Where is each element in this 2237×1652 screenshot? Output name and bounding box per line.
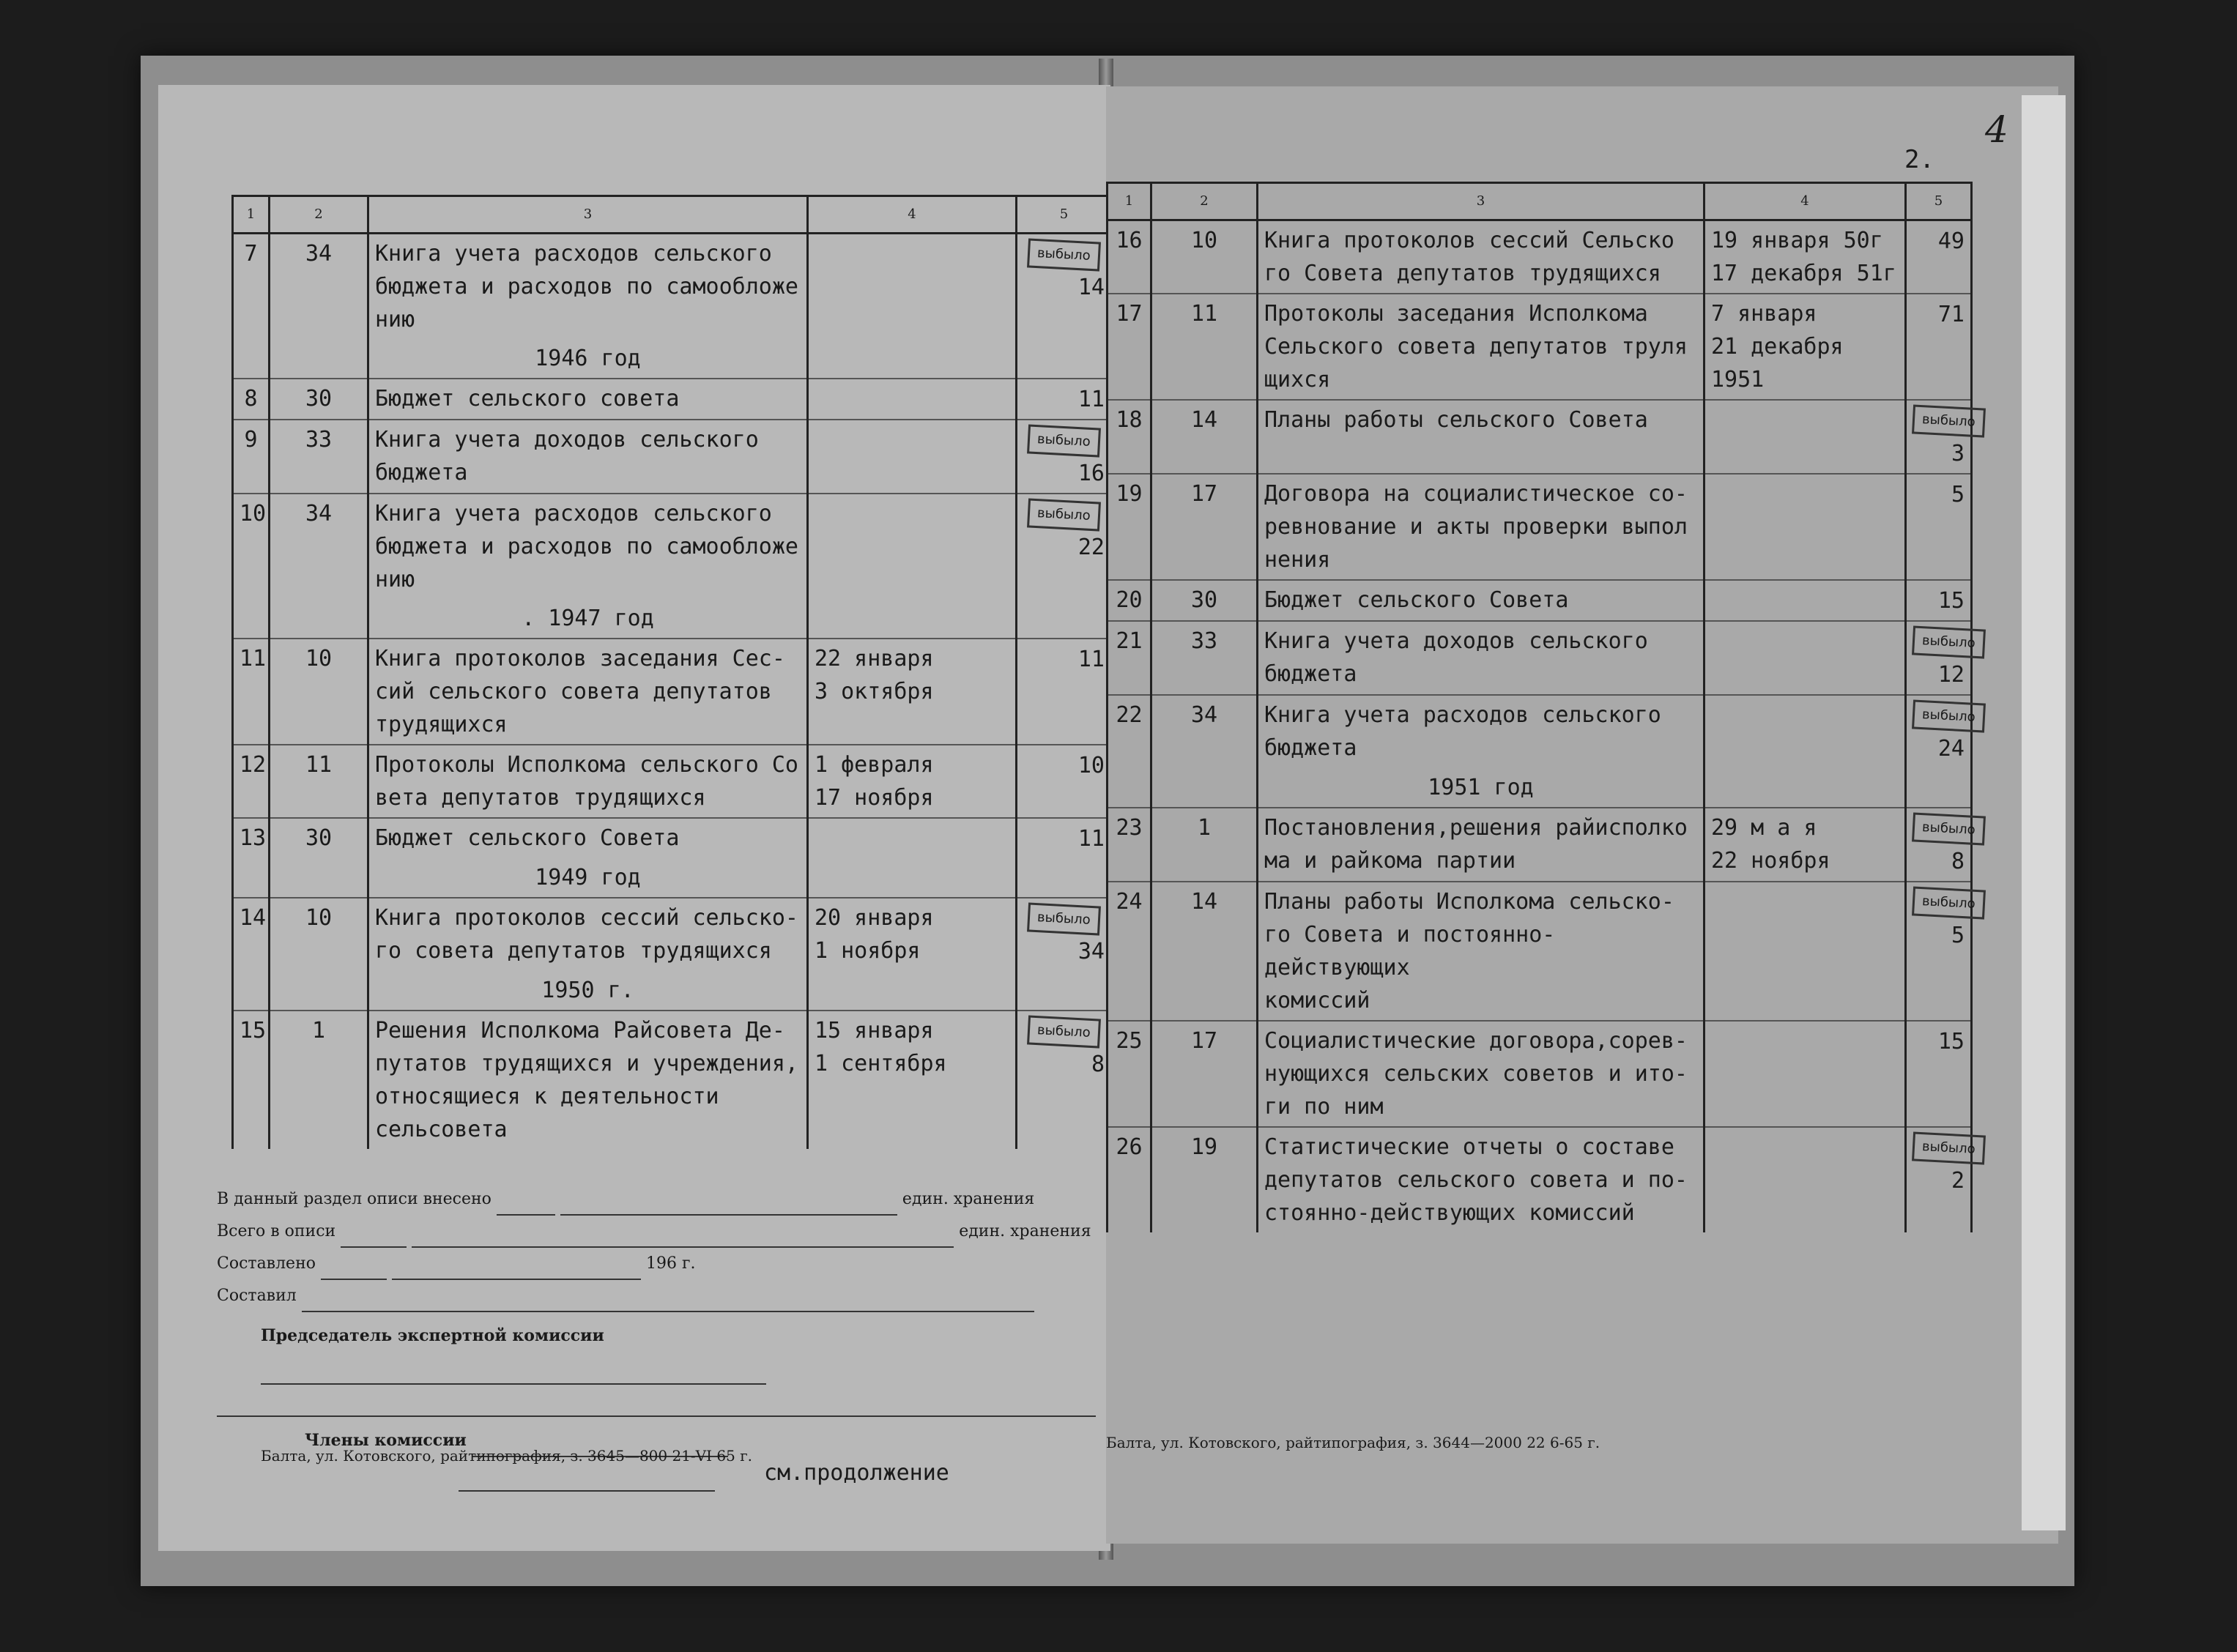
withdrawn-stamp: выбыло [1912,699,1986,732]
footer-label: В данный раздел описи внесено [217,1190,491,1208]
right-page [1106,86,2058,1544]
inventory-row [1108,220,1972,294]
empty-cell [1017,339,1111,379]
item-title: Книга учета доходов сельского бюджета [368,420,808,494]
empty-cell [270,971,368,1011]
item-dates [1704,882,1906,1021]
item-dates: 15 января 1 сентября [808,1011,1017,1149]
year-heading: 1950 г. [368,971,808,1011]
withdrawn-stamp: выбыло [1912,625,1986,658]
inventory-row [233,639,1111,745]
footer-label: Составлено [217,1254,316,1273]
inventory-row [1108,580,1972,621]
year-heading-row [233,339,1111,379]
sheet-count-cell [1906,474,1972,580]
item-dates [1704,695,1906,768]
withdrawn-stamp: выбыло [1912,886,1986,919]
sheet-count-cell [1017,494,1111,599]
item-dates: 22 января 3 октября [808,639,1017,745]
fund-number: 14 [1151,882,1258,1021]
col-header: 2 [270,196,368,234]
item-dates [1704,1127,1906,1232]
sheet-count-cell [1017,639,1111,745]
item-dates [1704,400,1906,474]
sheet-count: 71 [1937,302,1965,327]
footer-label: Всего в описи [217,1222,336,1240]
empty-cell [1108,768,1151,808]
sheet-count: 49 [1937,228,1965,254]
col-header: 3 [1258,183,1704,220]
handwritten-folio: 4 [1985,108,2008,151]
sheet-count: 8 [1091,1052,1105,1077]
empty-cell [808,339,1017,379]
fund-number: 11 [1151,294,1258,400]
item-title: Книга протоколов заседания Сес- сий сельского совета депутатов трудящихся [368,639,808,745]
sheet-count-cell [1017,420,1111,494]
fund-number: 10 [270,898,368,971]
item-number: 13 [233,818,270,858]
item-title: Протоколы заседания Исполкома Сельского совета депутатов труля щихся [1258,294,1704,400]
item-title: Постановления,решения райисполко ма и райкома партии [1258,808,1704,882]
item-title: Решения Исполкома Райсовета Де- путатов трудящихся и учреждения, относящиеся к деятельности сельсовета [368,1011,808,1149]
inventory-row [1108,695,1972,768]
fund-number: 1 [1151,808,1258,882]
col-header: 5 [1906,183,1972,220]
col-header: 1 [233,196,270,234]
item-title: Бюджет сельского совета [368,379,808,420]
sheet-count: 24 [1937,736,1965,762]
inventory-row [1108,294,1972,400]
inventory-row [1108,621,1972,695]
item-title: Книга протоколов сессий Сельско го Совета депутатов трудящихся [1258,220,1704,294]
fund-number: 14 [1151,400,1258,474]
item-dates [808,379,1017,420]
footer-label: Члены комиссии [305,1431,467,1450]
year-heading: 1951 год [1258,768,1704,808]
col-header: 2 [1151,183,1258,220]
item-dates [808,818,1017,858]
sheet-count: 15 [1937,1029,1965,1054]
year-heading-row [233,599,1111,639]
item-number: 7 [233,234,270,340]
sheet-count: 2 [1951,1168,1965,1194]
item-number: 16 [1108,220,1151,294]
item-dates: 29 м а я 22 ноября [1704,808,1906,882]
printer-imprint: Балта, ул. Котовского, райтипография, з. 3645—800 21-VI 65 г. [261,1447,753,1465]
empty-cell [233,599,270,639]
empty-cell [1017,599,1111,639]
item-title: Социалистические договора,сорев- нующихся сельских советов и ито- ги по ним [1258,1021,1704,1127]
fund-number: 11 [270,745,368,818]
left-header-row [233,196,1111,234]
sheet-count: 15 [1937,588,1965,614]
fill-line [302,1311,1034,1312]
item-title: Книга учета расходов сельского бюджета и расходов по самообложе нию [368,234,808,340]
printer-imprint: Балта, ул. Котовского, райтипография, з. 3644—2000 22 6-65 г. [1106,1434,1600,1451]
sheet-count-cell [1906,400,1976,474]
inventory-row [1108,882,1972,1021]
item-title: Бюджет сельского Совета [1258,580,1704,621]
sheet-count: 5 [1951,482,1965,507]
sheet-count: 8 [1951,849,1965,874]
sheet-count-cell [1017,818,1111,858]
sheet-count-cell [1906,621,1976,695]
year-heading: . 1947 год [368,599,808,639]
footer-line-compiler [217,1280,1096,1312]
col-header: 4 [808,196,1017,234]
fund-number: 34 [270,494,368,599]
empty-cell [808,858,1017,898]
item-dates: 20 января 1 ноября [808,898,1017,971]
item-dates: 19 января 50г 17 декабря 51г [1704,220,1906,294]
left-footer [217,1183,1096,1492]
sheet-count-cell [1906,695,1976,768]
item-title: Договора на социалистическое со- ревнование и акты проверки выпол нения [1258,474,1704,580]
item-dates: 7 января 21 декабря 1951 [1704,294,1906,400]
footer-year: 196 г. [645,1254,696,1273]
year-heading-row [1108,768,1972,808]
empty-cell [808,971,1017,1011]
empty-cell [233,339,270,379]
sheet-count-cell [1906,580,1972,621]
item-title: Планы работы сельского Совета [1258,400,1704,474]
inventory-row [233,1011,1111,1149]
inventory-row [233,494,1111,599]
fund-number: 17 [1151,1021,1258,1127]
item-number: 17 [1108,294,1151,400]
page-number: 2. [1904,145,1934,174]
fund-number: 1 [270,1011,368,1149]
right-header-row [1108,183,1972,220]
item-dates [1704,1021,1906,1127]
fill-line [459,1490,715,1492]
inventory-row [1108,1021,1972,1127]
footer-line-chair [261,1320,1096,1385]
item-number: 25 [1108,1021,1151,1127]
inventory-row [233,818,1111,858]
sheet-count-cell [1017,1011,1111,1149]
item-number: 14 [233,898,270,971]
sheet-count-cell [1017,234,1111,340]
col-header: 4 [1704,183,1906,220]
item-dates [808,234,1017,340]
empty-cell [1906,768,1972,808]
continuation-note: см.продолжение [764,1460,949,1486]
left-table-body [233,234,1111,1150]
year-heading-row [233,858,1111,898]
item-number: 20 [1108,580,1151,621]
right-table-body [1108,220,1976,1233]
empty-cell [270,599,368,639]
sheet-count: 11 [1077,826,1105,852]
item-title: Книга учета доходов сельского бюджета [1258,621,1704,695]
sheet-count: 11 [1077,647,1105,672]
item-number: 11 [233,639,270,745]
right-inventory-table [1106,182,1976,1232]
item-title: Бюджет сельского Совета [368,818,808,858]
item-number: 22 [1108,695,1151,768]
item-number: 15 [233,1011,270,1149]
sheet-count-cell [1906,1127,1976,1232]
inventory-row [233,234,1111,340]
fund-number: 10 [1151,220,1258,294]
withdrawn-stamp: выбыло [1912,1131,1986,1164]
inventory-row [233,898,1111,971]
item-number: 18 [1108,400,1151,474]
item-title: Книга учета расходов сельского бюджета [1258,695,1704,768]
footer-label: Составил [217,1287,297,1305]
fund-number: 17 [1151,474,1258,580]
fund-number: 30 [270,818,368,858]
inventory-row [233,745,1111,818]
item-dates: 1 февраля 17 ноября [808,745,1017,818]
item-number: 19 [1108,474,1151,580]
item-number: 26 [1108,1127,1151,1232]
fund-number: 30 [270,379,368,420]
col-header: 5 [1017,196,1111,234]
col-header: 1 [1108,183,1151,220]
inventory-row [1108,474,1972,580]
footer-unit: един. хранения [902,1190,1035,1208]
year-heading: 1946 год [368,339,808,379]
withdrawn-stamp: выбыло [1912,404,1986,437]
left-inventory-table [231,195,1110,1149]
sheet-count: 14 [1077,275,1105,300]
empty-cell [1151,768,1258,808]
item-number: 12 [233,745,270,818]
page-edge-strip [2022,95,2066,1530]
sheet-count-cell [1017,745,1111,818]
sheet-count: 34 [1077,939,1105,964]
item-dates [808,494,1017,599]
sheet-count-cell [1906,1021,1972,1127]
left-page [158,85,1110,1551]
inventory-row [1108,1127,1972,1232]
item-number: 23 [1108,808,1151,882]
sheet-count: 11 [1077,387,1105,412]
sheet-count: 22 [1077,535,1105,560]
item-title: Планы работы Исполкома сельско- го Совета и постоянно-действующих комиссий [1258,882,1704,1021]
item-title: Статистические отчеты о составе депутатов сельского совета и по- стоянно-действующих комиссий [1258,1127,1704,1232]
fill-line [217,1415,1096,1417]
item-dates [1704,474,1906,580]
item-dates [1704,621,1906,695]
inventory-row [233,420,1111,494]
withdrawn-stamp: выбыло [1027,1015,1101,1048]
empty-cell [233,858,270,898]
fund-number: 33 [1151,621,1258,695]
item-number: 24 [1108,882,1151,1021]
empty-cell [1017,858,1111,898]
inventory-row [1108,808,1972,882]
sheet-count: 16 [1077,461,1105,486]
footer-label: Председатель экспертной комиссии [261,1326,604,1345]
year-heading: 1949 год [368,858,808,898]
empty-cell [233,971,270,1011]
fund-number: 30 [1151,580,1258,621]
item-number: 10 [233,494,270,599]
empty-cell [1017,971,1111,1011]
footer-unit: един. хранения [959,1222,1091,1240]
item-title: Протоколы Исполкома сельского Со вета депутатов трудящихся [368,745,808,818]
withdrawn-stamp: выбыло [1027,498,1101,531]
withdrawn-stamp: выбыло [1027,902,1101,935]
empty-cell [270,858,368,898]
fund-number: 10 [270,639,368,745]
footer-line-total [217,1216,1096,1248]
sheet-count-cell [1906,808,1976,882]
footer-line-compiled [217,1248,1096,1280]
footer-line-entered [217,1183,1096,1216]
sheet-count-cell [1017,898,1111,971]
item-dates [808,420,1017,494]
item-title: Книга учета расходов сельского бюджета и расходов по самообложе нию [368,494,808,599]
item-number: 21 [1108,621,1151,695]
item-dates [1704,580,1906,621]
item-number: 9 [233,420,270,494]
empty-cell [808,599,1017,639]
fund-number: 34 [270,234,368,340]
sheet-count-cell [1906,882,1976,1021]
year-heading-row [233,971,1111,1011]
inventory-row [233,379,1111,420]
sheet-count-cell [1017,379,1111,420]
col-header: 3 [368,196,808,234]
item-title: Книга протоколов сессий сельско- го совета депутатов трудящихся [368,898,808,971]
empty-cell [270,339,368,379]
fund-number: 34 [1151,695,1258,768]
sheet-count-cell [1906,294,1972,400]
empty-cell [1704,768,1906,808]
sheet-count: 10 [1077,753,1105,778]
sheet-count-cell [1906,220,1972,294]
sheet-count: 12 [1937,662,1965,688]
withdrawn-stamp: выбыло [1912,812,1986,845]
item-number: 8 [233,379,270,420]
fund-number: 19 [1151,1127,1258,1232]
fund-number: 33 [270,420,368,494]
withdrawn-stamp: выбыло [1027,238,1101,271]
footer-line-chair-2 [217,1385,1096,1417]
sheet-count: 3 [1951,441,1965,466]
sheet-count: 5 [1951,923,1965,948]
withdrawn-stamp: выбыло [1027,424,1101,457]
inventory-row [1108,400,1972,474]
